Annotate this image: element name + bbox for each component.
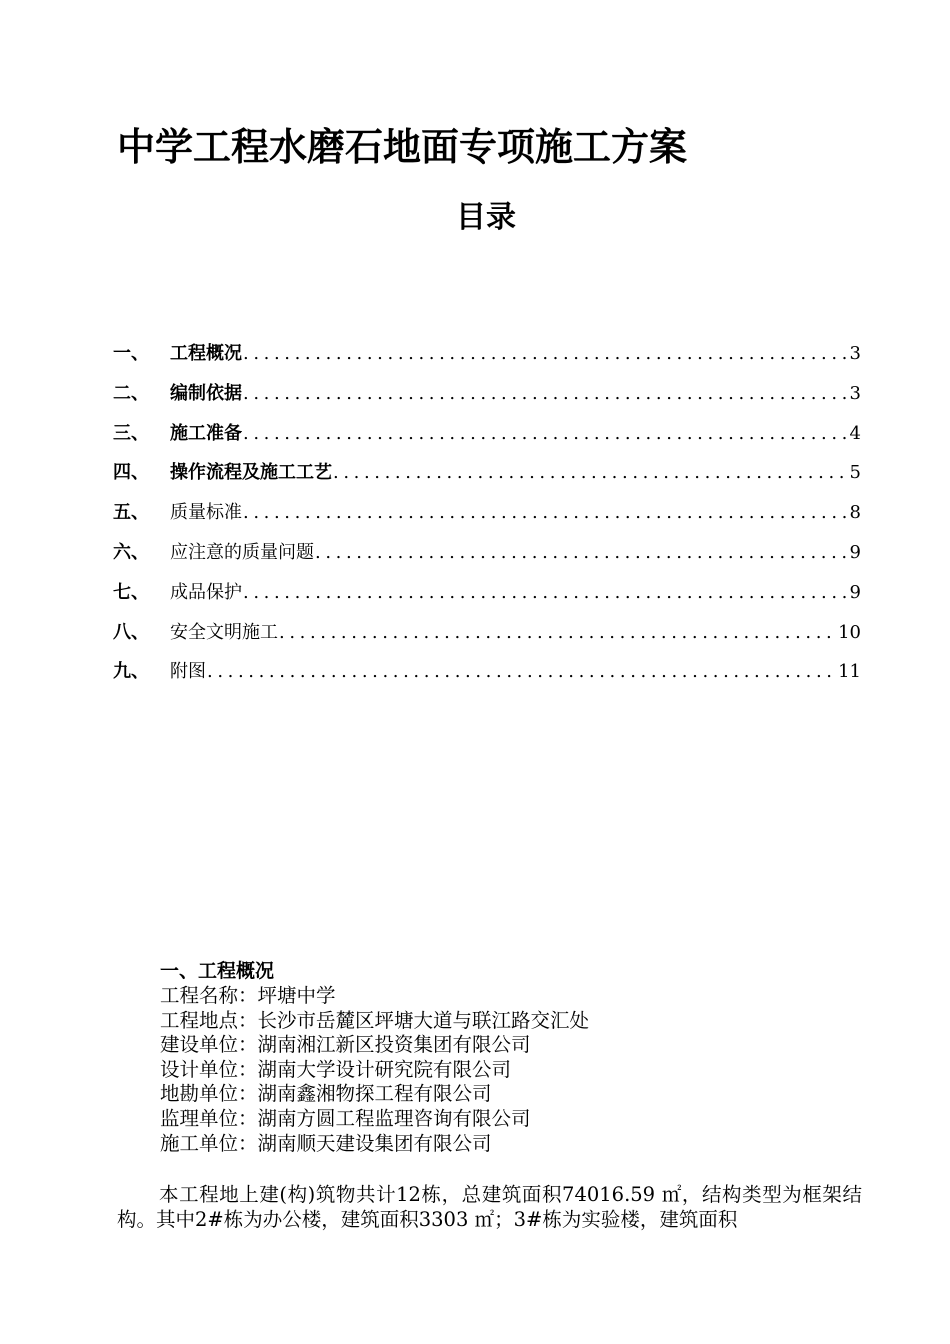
toc-entry-page: 3 [849, 382, 861, 404]
toc-entry[interactable] [113, 617, 861, 657]
owner-unit-line: 建设单位：湖南湘江新区投资集团有限公司 [160, 1033, 531, 1057]
toc-leader-dots [207, 656, 836, 688]
toc-entry-number: 六、 [113, 541, 149, 563]
toc-entry[interactable] [113, 418, 861, 458]
document-title: 中学工程水磨石地面专项施工方案 [117, 125, 688, 169]
design-unit-line: 设计单位：湖南大学设计研究院有限公司 [160, 1057, 512, 1081]
toc-leader-dots [243, 418, 848, 450]
toc-entry-page: 8 [849, 502, 861, 524]
toc-entry-number: 五、 [113, 502, 149, 524]
toc-entry-label: 工程概况 [170, 343, 242, 364]
toc-entry[interactable] [113, 378, 861, 418]
toc-entry-page: 3 [849, 343, 861, 364]
toc-entry-page: 4 [849, 422, 861, 444]
toc-heading: 目录 [456, 200, 516, 235]
toc-leader-dots [333, 457, 848, 489]
toc-entry-page: 11 [838, 661, 861, 683]
toc-entry-number: 四、 [113, 462, 149, 484]
toc-leader-dots [243, 378, 848, 410]
toc-leader-dots [243, 497, 848, 529]
toc-leader-dots [243, 577, 848, 609]
toc-entry-number: 三、 [113, 422, 149, 444]
toc-entry-page: 5 [849, 462, 861, 484]
overview-paragraph: 本工程地上建(构)筑物共计12栋，总建筑面积74016.59 ㎡，结构类型为框架结构。其中2#栋为办公楼，建筑面积3303 ㎡；3#栋为实验楼，建筑面积 [117, 1183, 862, 1231]
toc-entry-number: 二、 [113, 382, 149, 404]
toc-entry[interactable] [113, 577, 861, 617]
toc-entry-label: 应注意的质量问题 [170, 541, 314, 563]
toc-entry[interactable] [113, 457, 861, 497]
project-name-line: 工程名称：坪塘中学 [160, 984, 336, 1007]
supervision-unit-line: 监理单位：湖南方圆工程监理咨询有限公司 [160, 1106, 531, 1130]
toc-entry[interactable] [113, 656, 861, 696]
construction-unit-line: 施工单位：湖南顺天建设集团有限公司 [160, 1131, 492, 1155]
toc-leader-dots [243, 338, 848, 370]
toc-entry-number: 七、 [113, 581, 149, 603]
toc-entry-number: 八、 [113, 621, 149, 643]
toc-entry-page: 9 [849, 581, 861, 603]
toc-entry-label: 安全文明施工 [170, 621, 278, 643]
toc-entry-number: 九、 [113, 661, 149, 683]
toc-entry[interactable] [113, 338, 861, 378]
toc-entry-number: 一、 [113, 343, 149, 364]
toc-entry-label: 施工准备 [170, 422, 242, 444]
section-heading: 一、工程概况 [160, 960, 275, 982]
toc-entry-label: 操作流程及施工工艺 [170, 462, 332, 484]
toc-entry-label: 成品保护 [170, 581, 242, 603]
table-of-contents [113, 338, 861, 696]
toc-entry[interactable] [113, 497, 861, 537]
toc-entry-page: 10 [838, 621, 861, 643]
project-overview-section [160, 958, 860, 1156]
survey-unit-line: 地勘单位：湖南鑫湘物探工程有限公司 [160, 1082, 492, 1106]
toc-entry-label: 附图 [170, 661, 206, 683]
toc-entry-page: 9 [849, 541, 861, 563]
toc-entry-label: 编制依据 [170, 382, 242, 404]
toc-leader-dots [279, 617, 836, 649]
project-location-line: 工程地点：长沙市岳麓区坪塘大道与联江路交汇处 [160, 1008, 590, 1032]
toc-entry-label: 质量标准 [170, 502, 242, 524]
toc-leader-dots [315, 537, 848, 569]
toc-entry[interactable] [113, 537, 861, 577]
